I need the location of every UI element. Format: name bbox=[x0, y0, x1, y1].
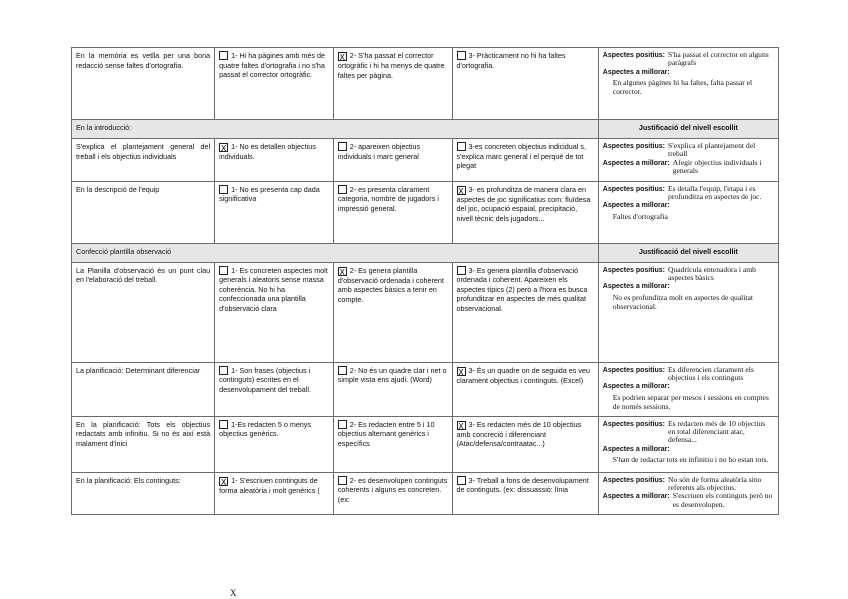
level-description: 1- No es detallen objectius individuals. bbox=[219, 142, 316, 161]
empty-box-icon[interactable] bbox=[457, 266, 466, 275]
level-description: 3- es profunditza de manera clara en aspectes de joc significatius com: fluïdesa del joc, ocupació espaial, precipitació, nivell tècnic dels jugadors... bbox=[456, 184, 591, 223]
criterion-text: En la planificació: Els continguts: bbox=[72, 472, 215, 515]
empty-box-icon[interactable] bbox=[338, 366, 347, 375]
level-option-2 bbox=[333, 472, 452, 515]
checked-box-icon[interactable]: X bbox=[458, 186, 464, 196]
justification-cell bbox=[598, 48, 778, 120]
justification-cell bbox=[598, 362, 778, 416]
positive-aspects-label: Aspectes positius: bbox=[602, 143, 666, 150]
section-header-row bbox=[72, 120, 779, 139]
justification-note: No es profunditza molt en aspectes de qualitat observacional. bbox=[612, 292, 753, 311]
level-option-3 bbox=[452, 472, 598, 515]
level-description: 3-es concreten objectius indicidual s, s'explica marc general i el perquè de tot plegat bbox=[456, 142, 586, 170]
checked-box-icon[interactable]: X bbox=[220, 477, 227, 487]
positive-aspects-value: S'ha passat el corrector en alguns paràgrafs bbox=[668, 50, 769, 68]
empty-box-icon[interactable] bbox=[457, 142, 466, 151]
criterion-text: S'explica el plantejament general del treball i els objectius individuals bbox=[72, 139, 215, 182]
positive-aspects-value: Es diferencien clarament els objectius i els continguts bbox=[668, 364, 754, 383]
improve-aspects-value: Afegir objectius individuals i generals bbox=[672, 157, 762, 176]
level-option-1 bbox=[215, 362, 334, 416]
justification-note: S'han de redactar tots en infinitiu i no ho estan tots. bbox=[612, 455, 769, 465]
justification-note: Es podrien separar per mesos i sessions en comptes de només sessions. bbox=[612, 392, 769, 411]
empty-box-icon[interactable] bbox=[219, 366, 228, 375]
section-title: En la introducció: bbox=[72, 120, 599, 139]
rubric-row bbox=[72, 139, 779, 182]
level-option-2 bbox=[333, 48, 452, 120]
stray-mark: X bbox=[230, 588, 237, 598]
level-option-1 bbox=[215, 181, 334, 243]
level-option-2 bbox=[333, 139, 452, 182]
criterion-text: En la descripció de l'equip bbox=[72, 181, 215, 243]
criterion-text: La planificació: Determinant diferenciar bbox=[72, 362, 215, 416]
level-description: 1- No es presenta cap dada significativa bbox=[219, 184, 320, 204]
level-description: 2- Es genera plantilla d'observació ordenada i coherent amb aspectes bàsics a tenir en compte. bbox=[337, 265, 444, 304]
rubric-row bbox=[72, 416, 779, 472]
level-option-1 bbox=[215, 472, 334, 515]
level-description: 2- es desenvolupen continguts coherents i alguns es concreten. (ex: bbox=[337, 475, 448, 504]
justification-header: Justificació del nivell escollit bbox=[598, 243, 778, 262]
level-option-3 bbox=[452, 262, 598, 362]
level-option-2 bbox=[333, 362, 452, 416]
empty-box-icon[interactable] bbox=[338, 185, 347, 194]
checked-box-icon[interactable]: X bbox=[458, 367, 464, 377]
improve-aspects-label: Aspectes a millorar: bbox=[602, 283, 670, 291]
level-description: 1- Hi ha pàgines amb més de quatre faltes d'ortografia i no s'ha passat el corrector ortogràfic. bbox=[219, 51, 325, 79]
level-option-1 bbox=[215, 262, 334, 362]
level-option-2 bbox=[333, 416, 452, 472]
justification-note: Faltes d'ortografia bbox=[612, 211, 668, 221]
checked-box-icon[interactable]: X bbox=[339, 53, 346, 62]
level-description: 3- Treball a fons de desenvolupament de continguts. (ex: dissuassió: línia bbox=[456, 475, 589, 495]
justification-cell bbox=[598, 416, 778, 472]
level-option-1 bbox=[215, 139, 334, 182]
justification-cell bbox=[598, 472, 778, 515]
level-option-2 bbox=[333, 262, 452, 362]
positive-aspects-label: Aspectes positius: bbox=[602, 266, 666, 274]
level-option-2 bbox=[333, 181, 452, 243]
level-description: 2- apareixen objectius individuals i marc general bbox=[337, 142, 421, 161]
level-description: 1- Son frases (objectius i continguts) escrites en el desenvolupament del treball. bbox=[219, 365, 311, 394]
justification-cell bbox=[598, 262, 778, 362]
level-option-3 bbox=[452, 362, 598, 416]
checked-box-icon[interactable]: X bbox=[458, 421, 464, 431]
positive-aspects-value: S'explica el plantejament del treball bbox=[668, 141, 756, 159]
positive-aspects-label: Aspectes positius: bbox=[602, 420, 666, 428]
section-header-row bbox=[72, 243, 779, 262]
positive-aspects-value: Es detalla l'equip, l'etapa i es profunditza en aspectes de joc. bbox=[668, 183, 762, 202]
checked-box-icon[interactable]: X bbox=[220, 144, 227, 153]
improve-aspects-value: S'escriuen els continguts però no es desenvolupen. bbox=[672, 491, 773, 509]
level-description: 2- es presenta clarament categoria, nombre de jugadors i impressió general. bbox=[337, 184, 439, 213]
improve-aspects-label: Aspectes a millorar: bbox=[602, 445, 670, 453]
level-option-3 bbox=[452, 139, 598, 182]
positive-aspects-label: Aspectes positius: bbox=[602, 476, 666, 484]
rubric-row bbox=[72, 362, 779, 416]
rubric-row bbox=[72, 262, 779, 362]
positive-aspects-label: Aspectes positius: bbox=[602, 52, 666, 59]
level-description: 2- Es redacten entre 5 i 10 objectius alternant genèrics i específics bbox=[337, 419, 435, 448]
positive-aspects-value: Es redacten més de 10 objectius en total diferenciant atac, defensa... bbox=[668, 418, 766, 445]
rubric-row bbox=[72, 48, 779, 120]
empty-box-icon[interactable] bbox=[457, 51, 466, 60]
level-description: 1- Es concreten aspectes molt generals i aleatoris sense massa coherència. No hi ha confeccionada una plantilla d'observació clara bbox=[219, 265, 328, 313]
justification-cell bbox=[598, 139, 778, 182]
level-option-3 bbox=[452, 181, 598, 243]
criterion-text: La Planilla d'observació és un punt clau en l'elaboració del treball. bbox=[72, 262, 215, 362]
positive-aspects-label: Aspectes positius: bbox=[602, 185, 666, 193]
level-description: 1- S'escriuen continguts de forma aleatòria i molt genèrics ( bbox=[219, 475, 320, 495]
empty-box-icon[interactable] bbox=[219, 51, 228, 60]
checked-box-icon[interactable]: X bbox=[339, 267, 346, 277]
improve-aspects-label: Aspectes a millorar: bbox=[602, 68, 670, 76]
level-option-1 bbox=[215, 48, 334, 120]
positive-aspects-value: No són de forma aleatòria sino referents als objectius. bbox=[668, 474, 762, 493]
level-option-1 bbox=[215, 416, 334, 472]
level-option-3 bbox=[452, 48, 598, 120]
rubric-row bbox=[72, 472, 779, 515]
empty-box-icon[interactable] bbox=[219, 185, 228, 194]
improve-aspects-label: Aspectes a millorar: bbox=[602, 493, 670, 501]
improve-aspects-label: Aspectes a millorar: bbox=[602, 159, 670, 167]
level-description: 2- S'ha passat el corrector ortogràfic i hi ha menys de quatre faltes per pàgina. bbox=[337, 51, 445, 80]
evaluation-rubric-table bbox=[71, 47, 779, 515]
justification-header: Justificació del nivell escollit bbox=[598, 120, 778, 139]
criterion-text: En la memòria es vetlla per una bona redacció sense faltes d'ortografia. bbox=[72, 48, 215, 120]
level-option-3 bbox=[452, 416, 598, 472]
section-title: Confecció plantilla observació bbox=[72, 243, 599, 262]
empty-box-icon[interactable] bbox=[338, 420, 347, 429]
positive-aspects-label: Aspectes positius: bbox=[602, 366, 666, 374]
level-description: 3- Pràcticament no hi ha faltes d'ortografia. bbox=[456, 51, 566, 70]
improve-aspects-label: Aspectes a millorar: bbox=[602, 383, 670, 391]
level-description: 1-Es redacten 5 o menys objectius genèrics. bbox=[219, 419, 311, 439]
empty-box-icon[interactable] bbox=[338, 476, 347, 485]
empty-box-icon[interactable] bbox=[219, 266, 228, 275]
criterion-text: En la planificació: Tots els objectius redactats amb infinitiu. Si no és així està malament d'inici bbox=[72, 416, 215, 472]
improve-aspects-label: Aspectes a millorar: bbox=[602, 202, 670, 210]
empty-box-icon[interactable] bbox=[338, 142, 347, 151]
rubric-row bbox=[72, 181, 779, 243]
positive-aspects-value: Quadrícula entenadora i amb aspectes bàsics bbox=[668, 264, 756, 283]
level-description: 2- No és un quadre clar i net o simple vista ens ajudi. (Word) bbox=[337, 365, 447, 385]
empty-box-icon[interactable] bbox=[457, 476, 466, 485]
level-description: 3- Es redacten més de 10 objectius amb concreció i diferenciant (Atac/defensa/contraatac...) bbox=[456, 419, 582, 449]
justification-cell bbox=[598, 181, 778, 243]
empty-box-icon[interactable] bbox=[219, 420, 228, 429]
level-description: 3- És un quadre on de seguida es veu clarament objectius i continguts. (Excel) bbox=[456, 365, 590, 385]
justification-note: En algunes pàgines hi ha faltes, falta passar el corrector. bbox=[612, 78, 753, 96]
level-description: 3- Es genera plantilla d'observació ordenada i coherent. Apareixen els aspectes típics (2) però a l'hora es busca profunditzar en aspectes de més qualitat observacional. bbox=[456, 265, 588, 313]
